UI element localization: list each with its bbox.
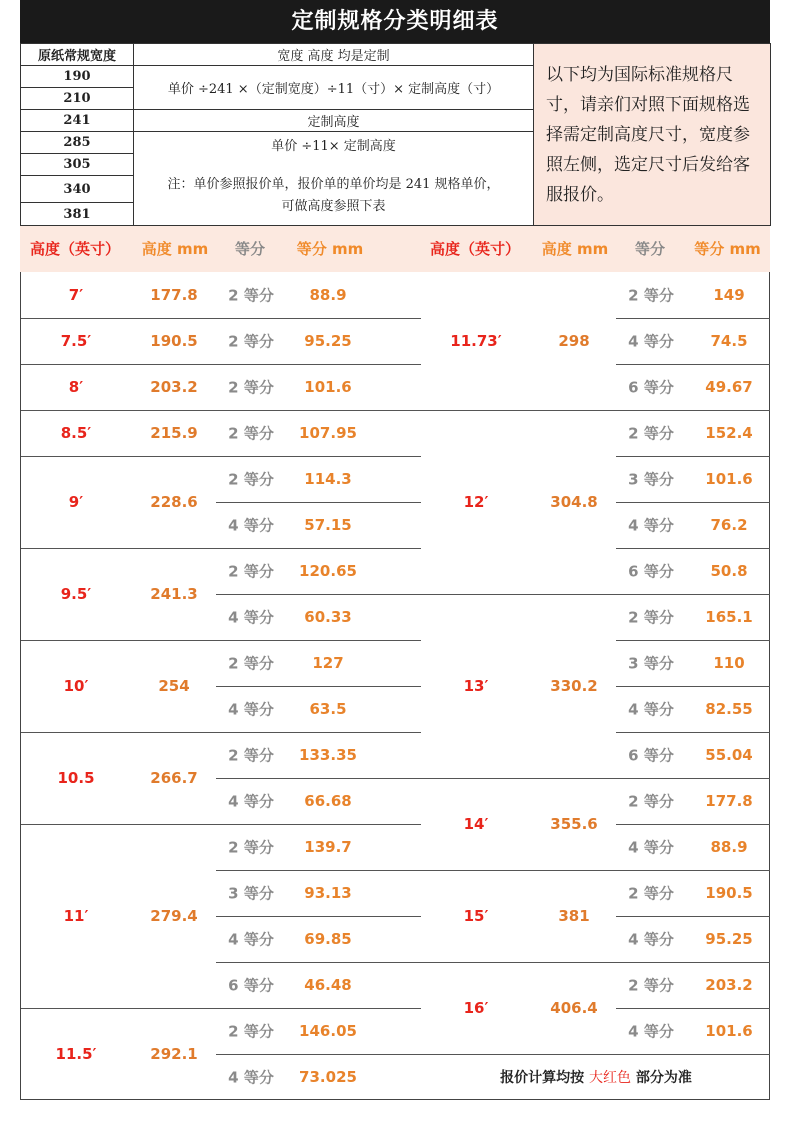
left-height-mm-6: 254 bbox=[158, 677, 190, 695]
right-height-mm-3: 355.6 bbox=[550, 815, 598, 833]
header-div-left: 等分 bbox=[234, 240, 265, 258]
left-height-ft-9: 11.5′ bbox=[55, 1045, 97, 1063]
left-div-mm-8-1: 93.13 bbox=[304, 884, 352, 902]
left-height-ft-0: 7′ bbox=[68, 286, 84, 304]
right-height-mm-0: 298 bbox=[558, 332, 590, 350]
left-group-line bbox=[21, 732, 421, 733]
spec-table bbox=[20, 43, 771, 226]
left-div-mm-9-0: 146.05 bbox=[299, 1022, 357, 1040]
left-group-line bbox=[21, 364, 421, 365]
left-height-mm-0: 177.8 bbox=[150, 286, 198, 304]
width-381: 381 bbox=[21, 203, 134, 226]
right-div-4-1: 4 等分 bbox=[628, 930, 674, 949]
width-241: 241 bbox=[21, 110, 134, 132]
footer-pre: 报价计算均按 bbox=[500, 1070, 585, 1086]
footer-post: 部分为准 bbox=[635, 1070, 692, 1086]
right-height-ft-2: 13′ bbox=[463, 677, 489, 695]
left-div-mm-1-0: 95.25 bbox=[304, 332, 352, 350]
left-group-line bbox=[21, 456, 421, 457]
footer-highlight: 大红色 bbox=[589, 1070, 631, 1086]
left-height-mm-8: 279.4 bbox=[150, 907, 198, 925]
left-height-ft-2: 8′ bbox=[68, 378, 84, 396]
left-height-mm-7: 266.7 bbox=[150, 769, 198, 787]
left-group-line bbox=[21, 410, 421, 411]
formula-2-cell bbox=[134, 132, 534, 226]
right-div-1-1: 3 等分 bbox=[628, 470, 674, 489]
right-div-mm-0-0: 149 bbox=[713, 286, 745, 304]
right-group-line bbox=[421, 410, 770, 411]
left-div-1-0: 2 等分 bbox=[228, 332, 274, 351]
left-div-mm-0-0: 88.9 bbox=[309, 286, 347, 304]
left-div-mm-6-1: 63.5 bbox=[309, 700, 347, 718]
header-height-ft-right: 高度（英寸） bbox=[429, 240, 520, 258]
right-div-mm-5-1: 101.6 bbox=[705, 1022, 753, 1040]
right-group-line bbox=[421, 778, 770, 779]
left-div-4-1: 4 等分 bbox=[228, 516, 274, 535]
width-col-header: 原纸常规宽度 bbox=[21, 44, 134, 66]
right-sub-line bbox=[616, 640, 770, 641]
right-sub-line bbox=[616, 456, 770, 457]
right-div-3-1: 4 等分 bbox=[628, 838, 674, 857]
right-sub-line bbox=[616, 732, 770, 733]
right-div-mm-2-0: 165.1 bbox=[705, 608, 753, 626]
left-div-6-1: 4 等分 bbox=[228, 700, 274, 719]
left-div-mm-8-2: 69.85 bbox=[304, 930, 352, 948]
left-div-6-0: 2 等分 bbox=[228, 654, 274, 673]
header-height-ft-left: 高度（英寸） bbox=[29, 240, 120, 258]
footer-note bbox=[500, 1067, 692, 1087]
left-sub-line bbox=[216, 594, 421, 595]
left-height-mm-9: 292.1 bbox=[150, 1045, 198, 1063]
note-b: 可做高度参照下表 bbox=[281, 199, 386, 214]
right-sub-line bbox=[616, 916, 770, 917]
right-height-ft-3: 14′ bbox=[463, 815, 489, 833]
left-group-line bbox=[21, 824, 421, 825]
left-sub-line bbox=[216, 962, 421, 963]
right-div-mm-3-0: 177.8 bbox=[705, 792, 753, 810]
header-div-mm-left: 等分 mm bbox=[296, 240, 364, 258]
right-height-ft-5: 16′ bbox=[463, 999, 489, 1017]
left-div-mm-3-0: 107.95 bbox=[299, 424, 357, 442]
left-height-mm-1: 190.5 bbox=[150, 332, 198, 350]
right-height-ft-1: 12′ bbox=[463, 493, 489, 511]
right-sub-line bbox=[616, 686, 770, 687]
right-height-ft-4: 15′ bbox=[463, 907, 489, 925]
left-div-9-1: 4 等分 bbox=[228, 1068, 274, 1087]
height-table bbox=[20, 272, 770, 1100]
width-340: 340 bbox=[21, 176, 134, 203]
left-div-mm-4-0: 114.3 bbox=[304, 470, 352, 488]
right-div-5-1: 4 等分 bbox=[628, 1022, 674, 1041]
left-height-ft-5: 9.5′ bbox=[60, 585, 92, 603]
left-div-3-0: 2 等分 bbox=[228, 424, 274, 443]
formula-1: 单价 ÷241 ×（定制宽度）÷11（寸）× 定制高度（寸） bbox=[134, 66, 534, 110]
header-div-right: 等分 bbox=[634, 240, 665, 258]
right-sub-line bbox=[616, 318, 770, 319]
left-div-mm-8-0: 139.7 bbox=[304, 838, 352, 856]
left-group-line bbox=[21, 1008, 421, 1009]
left-div-mm-2-0: 101.6 bbox=[304, 378, 352, 396]
left-sub-line bbox=[216, 1054, 421, 1055]
left-div-mm-5-0: 120.65 bbox=[299, 562, 357, 580]
left-height-mm-4: 228.6 bbox=[150, 493, 198, 511]
right-sub-line bbox=[616, 1008, 770, 1009]
left-height-ft-1: 7.5′ bbox=[60, 332, 92, 350]
right-div-mm-2-2: 82.55 bbox=[705, 700, 753, 718]
left-div-9-0: 2 等分 bbox=[228, 1022, 274, 1041]
right-sub-line bbox=[616, 364, 770, 365]
right-div-mm-3-1: 88.9 bbox=[710, 838, 748, 856]
right-height-mm-1: 304.8 bbox=[550, 493, 598, 511]
right-group-line bbox=[421, 1054, 770, 1055]
left-div-mm-6-0: 127 bbox=[312, 654, 344, 672]
right-div-mm-2-1: 110 bbox=[713, 654, 745, 672]
right-div-mm-5-0: 203.2 bbox=[705, 976, 753, 994]
left-height-ft-7: 10.5 bbox=[57, 769, 95, 787]
width-210: 210 bbox=[21, 88, 134, 110]
left-div-mm-7-1: 66.68 bbox=[304, 792, 352, 810]
width-305: 305 bbox=[21, 154, 134, 176]
left-div-mm-7-0: 133.35 bbox=[299, 746, 357, 764]
header-height-mm-right: 高度 mm bbox=[541, 240, 609, 258]
left-group-line bbox=[21, 318, 421, 319]
left-height-ft-4: 9′ bbox=[68, 493, 84, 511]
right-div-5-0: 2 等分 bbox=[628, 976, 674, 995]
right-div-1-3: 6 等分 bbox=[628, 562, 674, 581]
right-div-3-0: 2 等分 bbox=[628, 792, 674, 811]
right-div-1-2: 4 等分 bbox=[628, 516, 674, 535]
left-div-8-2: 4 等分 bbox=[228, 930, 274, 949]
formula-2: 单价 ÷11× 定制高度 bbox=[271, 139, 396, 154]
left-div-7-1: 4 等分 bbox=[228, 792, 274, 811]
left-div-8-1: 3 等分 bbox=[228, 884, 274, 903]
left-div-5-0: 2 等分 bbox=[228, 562, 274, 581]
left-div-5-1: 4 等分 bbox=[228, 608, 274, 627]
left-div-mm-8-3: 46.48 bbox=[304, 976, 352, 994]
header-height-mm-left: 高度 mm bbox=[141, 240, 209, 258]
right-sub-line bbox=[616, 824, 770, 825]
left-div-8-0: 2 等分 bbox=[228, 838, 274, 857]
right-div-mm-1-1: 101.6 bbox=[705, 470, 753, 488]
left-div-4-0: 2 等分 bbox=[228, 470, 274, 489]
left-sub-line bbox=[216, 778, 421, 779]
header-div-mm-right: 等分 mm bbox=[694, 240, 761, 258]
right-div-mm-4-0: 190.5 bbox=[705, 884, 753, 902]
left-div-mm-9-1: 73.025 bbox=[299, 1068, 357, 1086]
left-div-0-0: 2 等分 bbox=[228, 286, 274, 305]
right-div-mm-4-1: 95.25 bbox=[705, 930, 753, 948]
page-title: 定制规格分类明细表 bbox=[20, 0, 770, 43]
right-div-0-2: 6 等分 bbox=[628, 378, 674, 397]
side-note: 以下均为国际标准规格尺寸，请亲们对照下面规格选择需定制高度尺寸，宽度参照左侧，选定尺寸后发给客服报价。 bbox=[534, 44, 771, 226]
right-height-ft-0: 11.73′ bbox=[450, 332, 502, 350]
right-div-mm-0-1: 74.5 bbox=[710, 332, 748, 350]
right-div-mm-1-2: 76.2 bbox=[710, 516, 748, 534]
right-div-2-0: 2 等分 bbox=[628, 608, 674, 627]
width-285: 285 bbox=[21, 132, 134, 154]
left-div-7-0: 2 等分 bbox=[228, 746, 274, 765]
custom-height: 定制高度 bbox=[134, 110, 534, 132]
left-sub-line bbox=[216, 870, 421, 871]
left-div-8-3: 6 等分 bbox=[228, 976, 274, 995]
left-group-line bbox=[21, 548, 421, 549]
right-div-2-1: 3 等分 bbox=[628, 654, 674, 673]
right-div-mm-1-0: 152.4 bbox=[705, 424, 753, 442]
right-sub-line bbox=[616, 548, 770, 549]
width-190: 190 bbox=[21, 66, 134, 88]
left-div-mm-4-1: 57.15 bbox=[304, 516, 352, 534]
right-group-line bbox=[421, 594, 770, 595]
right-div-4-0: 2 等分 bbox=[628, 884, 674, 903]
left-div-2-0: 2 等分 bbox=[228, 378, 274, 397]
right-div-0-0: 2 等分 bbox=[628, 286, 674, 305]
right-div-2-2: 4 等分 bbox=[628, 700, 674, 719]
left-height-ft-6: 10′ bbox=[63, 677, 89, 695]
right-div-mm-2-3: 55.04 bbox=[705, 746, 753, 764]
right-div-2-3: 6 等分 bbox=[628, 746, 674, 765]
right-group-line bbox=[421, 962, 770, 963]
right-height-mm-4: 381 bbox=[558, 907, 590, 925]
left-sub-line bbox=[216, 916, 421, 917]
right-height-mm-2: 330.2 bbox=[550, 677, 598, 695]
custom-note: 宽度 高度 均是定制 bbox=[134, 44, 534, 66]
right-div-0-1: 4 等分 bbox=[628, 332, 674, 351]
spec-sheet bbox=[20, 0, 770, 1100]
right-sub-line bbox=[616, 502, 770, 503]
left-sub-line bbox=[216, 502, 421, 503]
right-div-mm-1-3: 50.8 bbox=[710, 562, 748, 580]
left-height-mm-3: 215.9 bbox=[150, 424, 198, 442]
left-height-mm-2: 203.2 bbox=[150, 378, 198, 396]
left-height-ft-8: 11′ bbox=[63, 907, 89, 925]
left-sub-line bbox=[216, 686, 421, 687]
left-height-mm-5: 241.3 bbox=[150, 585, 198, 603]
right-height-mm-5: 406.4 bbox=[550, 999, 598, 1017]
left-height-ft-3: 8.5′ bbox=[60, 424, 92, 442]
left-group-line bbox=[21, 640, 421, 641]
column-header-row bbox=[20, 226, 770, 272]
left-div-mm-5-1: 60.33 bbox=[304, 608, 352, 626]
right-group-line bbox=[421, 870, 770, 871]
right-div-mm-0-2: 49.67 bbox=[705, 378, 753, 396]
note-a: 注：单价参照报价单，报价单的单价均是 241 规格单价， bbox=[167, 177, 500, 192]
right-div-1-0: 2 等分 bbox=[628, 424, 674, 443]
